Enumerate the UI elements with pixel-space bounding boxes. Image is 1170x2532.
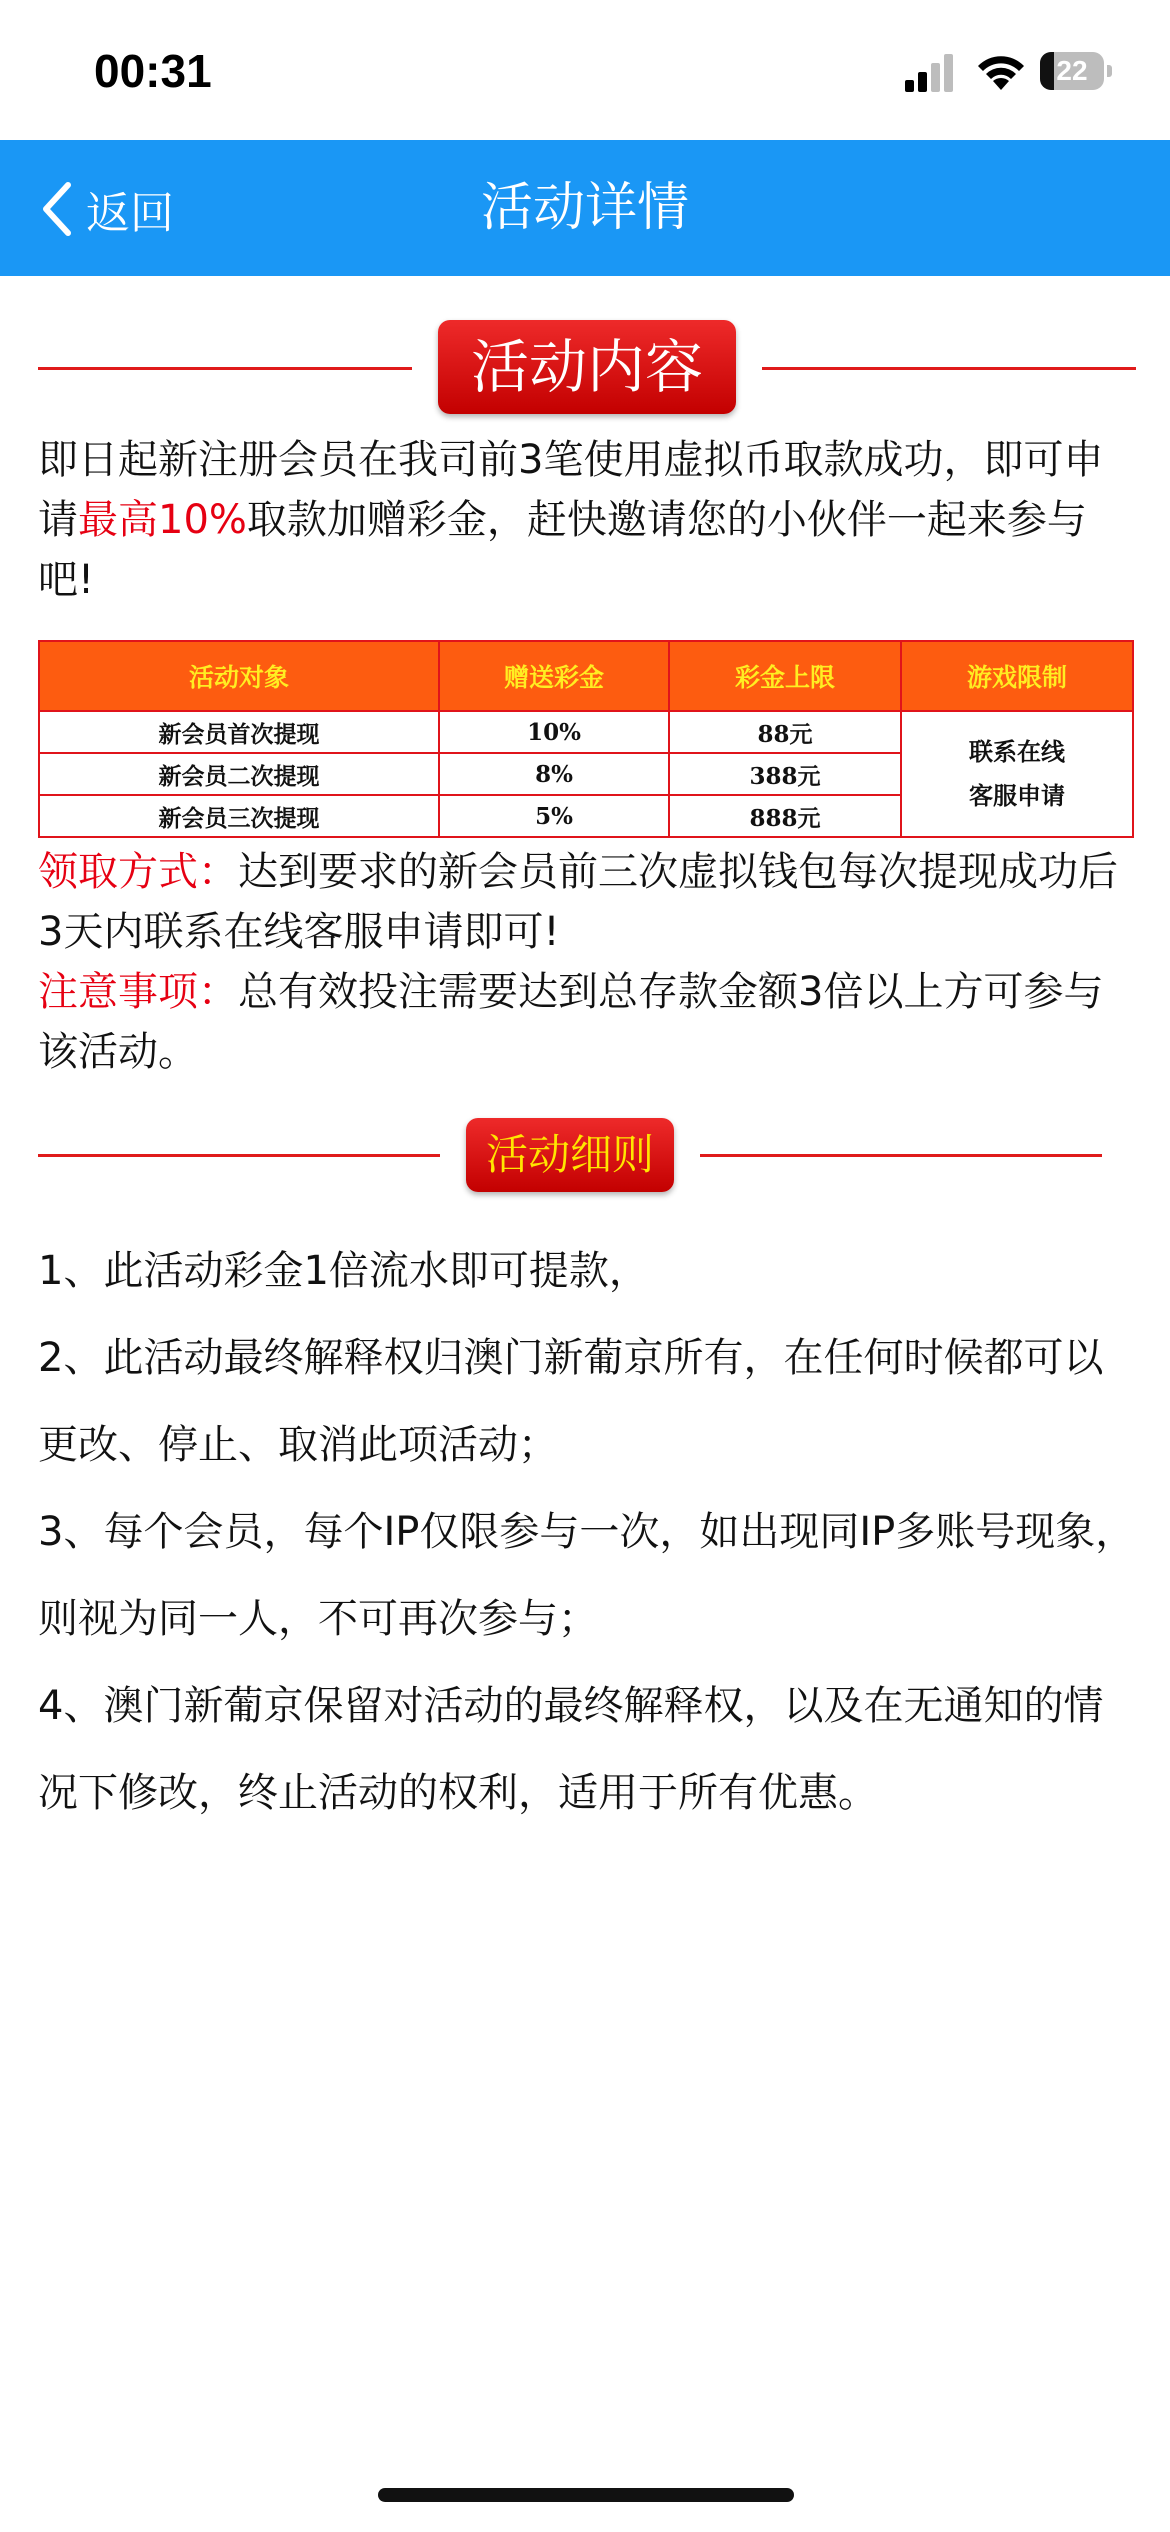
section-title-badge: 活动内容 bbox=[438, 320, 736, 414]
rule-item: 3、每个会员，每个IP仅限参与一次，如出现同IP多账号现象，则视为同一人，不可再次参与； bbox=[38, 1509, 1136, 1642]
rule-item: 4、澳门新葡京保留对活动的最终解释权，以及在无通知的情况下修改，终止活动的权利，适用于所有优惠。 bbox=[38, 1683, 1104, 1816]
navigation-bar bbox=[0, 140, 1170, 276]
cellular-signal-icon bbox=[905, 52, 957, 92]
column-header: 赠送彩金 bbox=[439, 641, 669, 711]
wifi-icon bbox=[975, 48, 1027, 92]
intro-text-2: 取款加赠彩金，赶快邀请您的小伙伴一起来参与吧! bbox=[38, 497, 1087, 603]
divider-right bbox=[762, 367, 1136, 370]
page-title: 活动详情 bbox=[480, 178, 689, 238]
table-row bbox=[39, 711, 1133, 753]
table-cell-restriction bbox=[901, 711, 1133, 837]
back-label: 返回 bbox=[86, 188, 174, 239]
divider-right bbox=[700, 1154, 1102, 1157]
chevron-left-icon bbox=[40, 181, 74, 237]
table-cell-cap: 88元 bbox=[669, 711, 901, 753]
claim-text: 达到要求的新会员前三次虚拟钱包每次提现成功后3天内联系在线客服申请即可! bbox=[38, 849, 1118, 955]
table-header-row bbox=[39, 641, 1133, 711]
intro-paragraph bbox=[38, 430, 1138, 610]
claim-method-paragraph bbox=[38, 842, 1138, 962]
table-cell-target: 新会员二次提现 bbox=[39, 753, 439, 795]
status-bar bbox=[0, 0, 1170, 140]
column-header: 彩金上限 bbox=[669, 641, 901, 711]
table-cell-cap: 888元 bbox=[669, 795, 901, 837]
column-header: 活动对象 bbox=[39, 641, 439, 711]
rule-item: 1、此活动彩金1倍流水即可提款， bbox=[38, 1248, 649, 1294]
back-button[interactable] bbox=[40, 174, 174, 244]
restriction-line-2: 客服申请 bbox=[969, 781, 1065, 810]
restriction-line-1: 联系在线 bbox=[969, 737, 1065, 766]
battery-icon bbox=[1040, 52, 1112, 90]
intro-text-1: 即日起新注册会员在我司前3笔使用虚拟币取款成功，即可申请 bbox=[38, 437, 1104, 543]
table-cell-target: 新会员首次提现 bbox=[39, 711, 439, 753]
section-header-content bbox=[0, 318, 1170, 418]
section-header-rules bbox=[0, 1118, 1170, 1198]
table-cell-target: 新会员三次提现 bbox=[39, 795, 439, 837]
table-cell-bonus: 5% bbox=[439, 795, 669, 837]
rule-item: 2、此活动最终解释权归澳门新葡京所有，在任何时候都可以更改、停止、取消此项活动； bbox=[38, 1335, 1104, 1468]
divider-left bbox=[38, 367, 412, 370]
notice-paragraph bbox=[38, 962, 1138, 1082]
claim-label: 领取方式： bbox=[38, 849, 238, 895]
status-time: 00:31 bbox=[94, 45, 212, 97]
notice-text: 总有效投注需要达到总存款金额3倍以上方可参与该活动。 bbox=[38, 969, 1104, 1075]
intro-highlight: 最高10% bbox=[78, 497, 247, 543]
divider-left bbox=[38, 1154, 440, 1157]
rules-list bbox=[38, 1228, 1138, 1837]
column-header: 游戏限制 bbox=[901, 641, 1133, 711]
notice-label: 注意事项： bbox=[38, 969, 238, 1015]
section-title-badge: 活动细则 bbox=[466, 1118, 674, 1192]
table-cell-bonus: 10% bbox=[439, 711, 669, 753]
battery-percent: 22 bbox=[1056, 55, 1088, 86]
table-cell-cap: 388元 bbox=[669, 753, 901, 795]
promotion-table bbox=[38, 640, 1134, 838]
home-indicator[interactable] bbox=[378, 2488, 794, 2502]
table-cell-bonus: 8% bbox=[439, 753, 669, 795]
